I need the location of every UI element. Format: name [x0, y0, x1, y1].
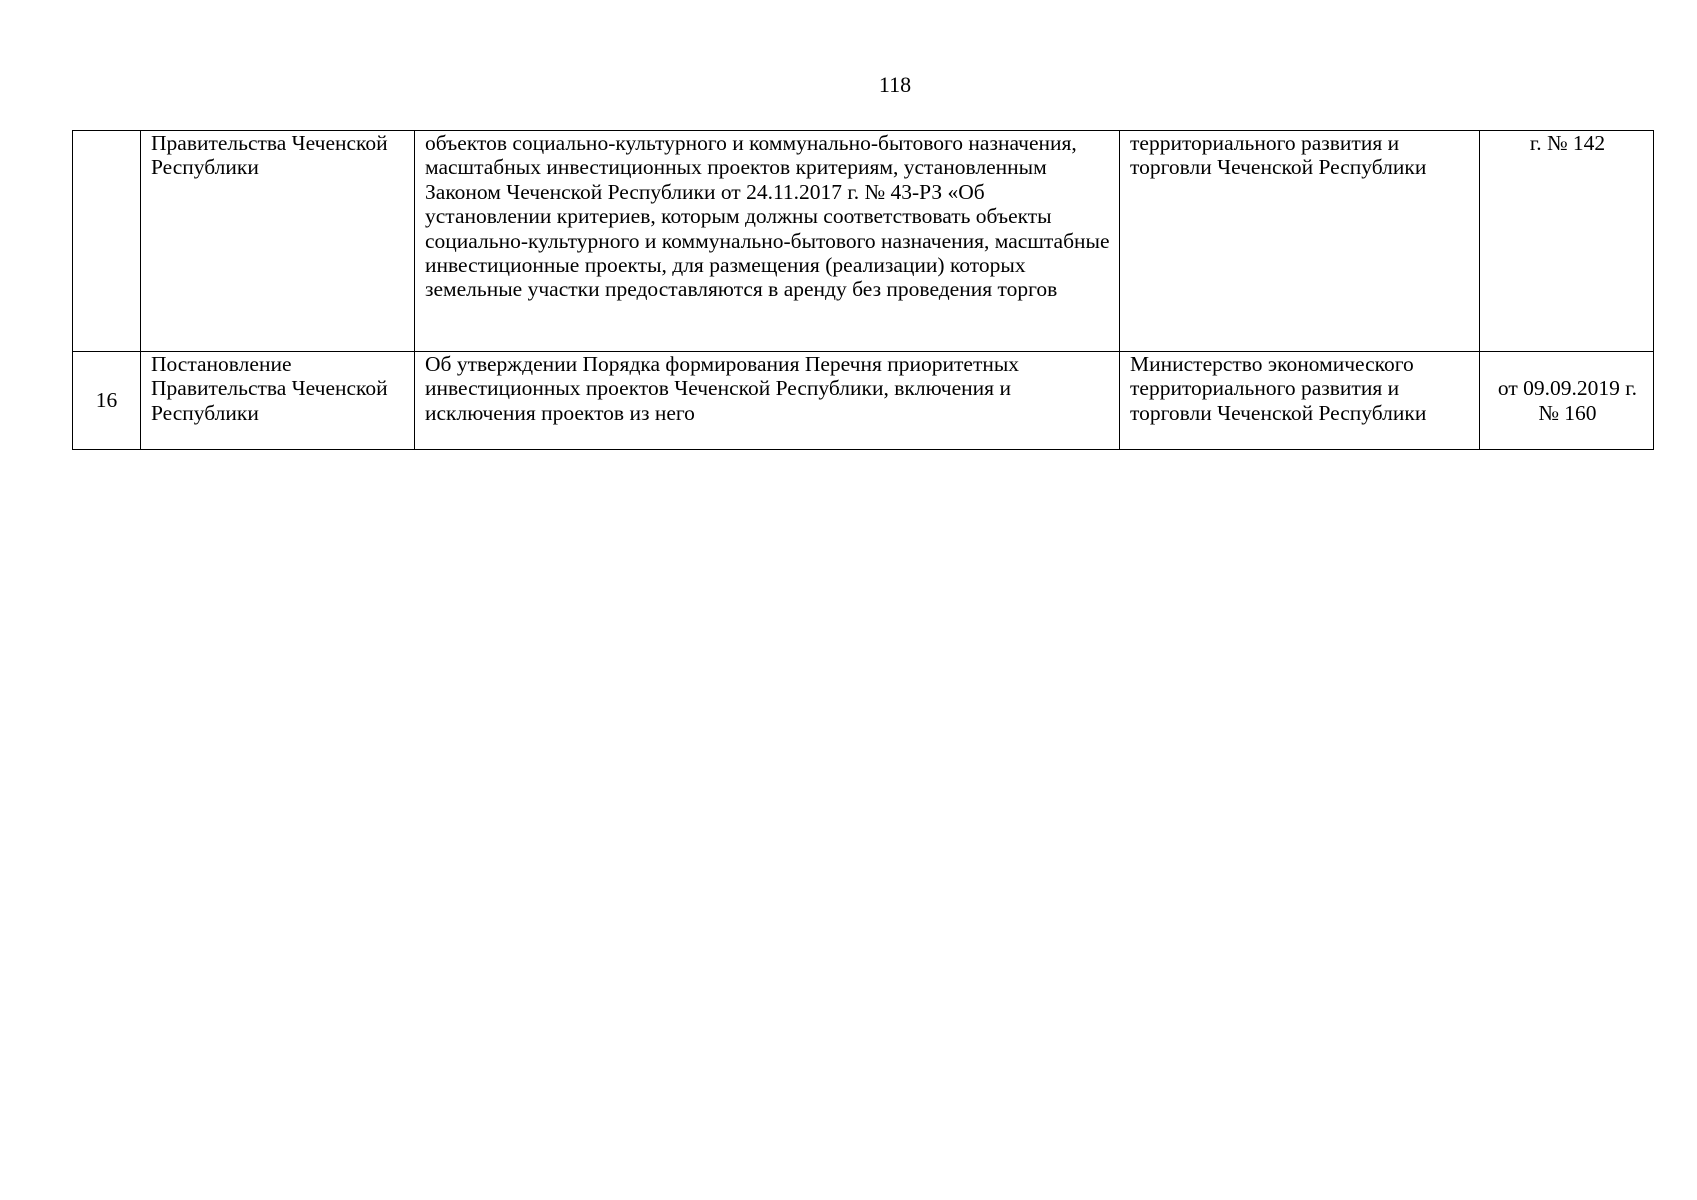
table-row: [73, 131, 1654, 352]
table-row: [73, 352, 1654, 450]
row-number-cell: 16: [73, 352, 141, 450]
document-title-cell: объектов социально-культурного и коммунально-бытового назначения, масштабных инвестиционных проектов критериям, установленным Законом Чеченской Республики от 24.11.2017 г. № 43-РЗ «Об установлении критериев, которым должны соответствовать объекты социально-культурного и коммунально-бытового назначения, масштабные инвестиционные проекты, для размещения (реализации) которых земельные участки предоставляются в аренду без проведения торгов: [415, 131, 1120, 352]
document-type-cell: Постановление Правительства Чеченской Республики: [141, 352, 415, 450]
page-number: 118: [878, 72, 912, 97]
responsible-authority-cell: Министерство экономического территориального развития и торговли Чеченской Республики: [1120, 352, 1480, 450]
document-date-cell: от 09.09.2019 г. № 160: [1480, 352, 1654, 450]
document-date-cell: г. № 142: [1480, 131, 1654, 352]
document-table: [72, 130, 1654, 450]
responsible-authority-cell: территориального развития и торговли Чеченской Республики: [1120, 131, 1480, 352]
document-title-cell: Об утверждении Порядка формирования Перечня приоритетных инвестиционных проектов Чеченской Республики, включения и исключения проектов из него: [415, 352, 1120, 450]
row-number-cell: [73, 131, 141, 352]
document-type-cell: Правительства Чеченской Республики: [141, 131, 415, 352]
